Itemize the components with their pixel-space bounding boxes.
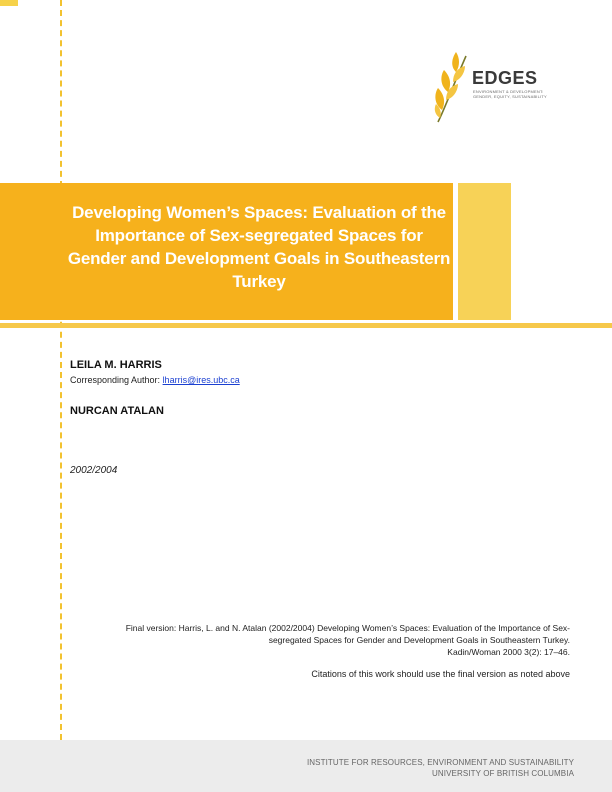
citation-title: Developing Women’s Spaces: Evaluation of the Importance of Sex-segregated Spaces for Gender and Development Goals in Southeastern Turkey.: [268, 623, 570, 645]
footer-line-2: UNIVERSITY OF BRITISH COLUMBIA: [432, 769, 574, 778]
citation-lead: Final version: Harris, L. and N. Atalan (2002/2004): [125, 623, 315, 633]
banner-underline: [0, 323, 612, 328]
footer-institution: [307, 757, 574, 779]
corner-mark: [0, 0, 18, 6]
footer-line-1: INSTITUTE FOR RESOURCES, ENVIRONMENT AND SUSTAINABILITY: [306, 758, 574, 767]
primary-author: LEILA M. HARRIS: [70, 359, 162, 371]
citation-source: Kadin/Woman 2000 3(2): 17–46.: [447, 647, 570, 657]
citation-block: [110, 622, 570, 658]
title-banner-side: [458, 183, 511, 320]
margin-dashed-line: [60, 0, 62, 740]
corresponding-author: [70, 375, 240, 385]
author-email-link[interactable]: lharris@ires.ubc.ca: [162, 375, 240, 385]
document-title: Developing Women’s Spaces: Evaluation of the Importance of Sex-segregated Spaces for Gender and Development Goals in Southeastern Turkey: [67, 203, 451, 291]
publication-year: 2002/2004: [70, 465, 118, 476]
logo-tagline: ENVIRONMENT & DEVELOPMENT: GENDER, EQUITY, SUSTAINABILITY: [473, 89, 547, 99]
corresponding-label: Corresponding Author:: [70, 375, 163, 385]
logo-wordmark: EDGES: [472, 68, 538, 88]
edges-logo: [432, 48, 552, 128]
leaf-icon: [432, 48, 472, 128]
citation-note: Citations of this work should use the final version as noted above: [311, 669, 570, 679]
secondary-author: NURCAN ATALAN: [70, 405, 164, 417]
